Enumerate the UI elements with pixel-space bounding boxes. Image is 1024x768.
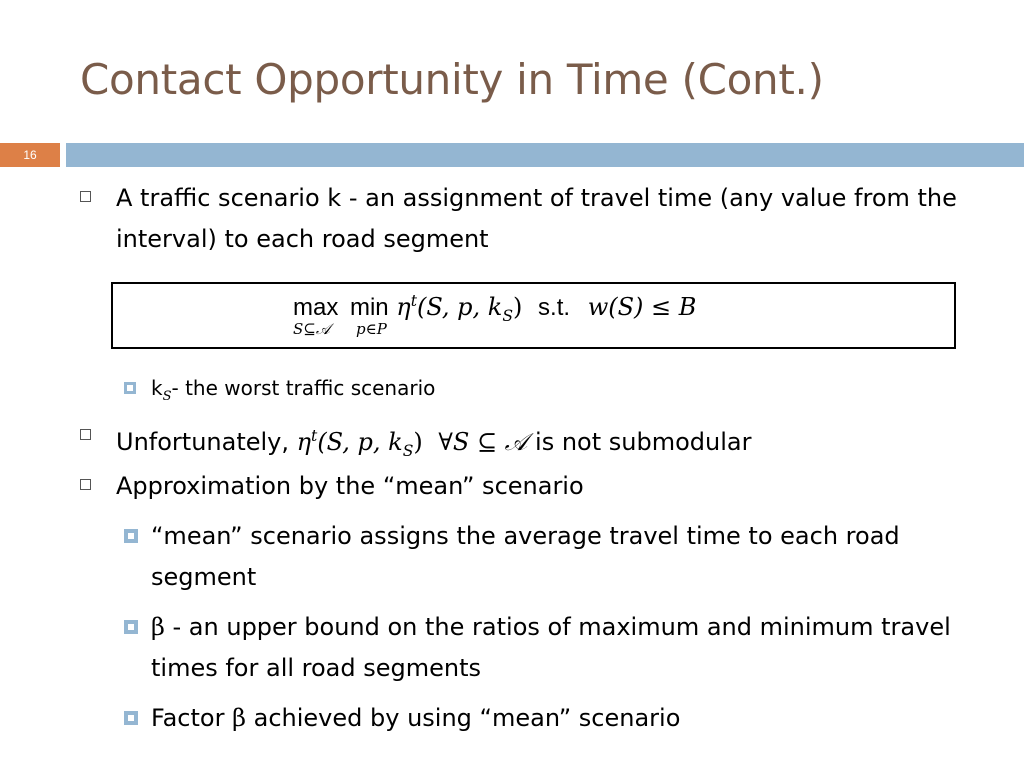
bullet-worst-scenario bbox=[124, 374, 984, 411]
bullet-approximation bbox=[80, 466, 980, 507]
formula-arguments-subscript: S bbox=[502, 306, 514, 325]
bullet-not-submodular bbox=[80, 416, 980, 472]
k-letter: k bbox=[151, 376, 163, 400]
bullet-mean-scenario bbox=[124, 516, 984, 598]
formula-arguments-close: ) bbox=[513, 293, 523, 321]
filled-square-bullet-icon bbox=[124, 620, 138, 634]
k-subscript: S bbox=[162, 389, 172, 404]
bullet-text: - an upper bound on the ratios of maximum and minimum travel times for all road segments bbox=[151, 613, 951, 682]
slide-title: Contact Opportunity in Time (Cont.) bbox=[80, 55, 824, 104]
bullet-traffic-scenario bbox=[80, 178, 980, 260]
formula-arguments: (S, p, k bbox=[416, 293, 503, 321]
constraint: w(S) ≤ B bbox=[587, 293, 697, 321]
bullet-factor-beta bbox=[124, 698, 984, 739]
bullet-lead: Unfortunately, bbox=[116, 428, 289, 456]
bullet-text: A traffic scenario k - an assignment of travel time (any value from the interval) to each road segment bbox=[116, 184, 957, 253]
min-operator: min p∈P bbox=[349, 294, 389, 338]
hollow-square-bullet-icon bbox=[80, 479, 91, 490]
eta-arguments: (S, p, k bbox=[317, 428, 403, 456]
such-that-label: s.t. bbox=[538, 294, 571, 321]
filled-square-bullet-icon bbox=[124, 382, 136, 394]
bullet-tail: achieved by using “mean” scenario bbox=[253, 704, 681, 732]
bullet-lead: Factor bbox=[151, 704, 225, 732]
bullet-tail: is not submodular bbox=[535, 428, 752, 456]
bullet-beta-definition bbox=[124, 607, 984, 689]
eta-arguments-close: ) bbox=[413, 428, 423, 456]
filled-square-bullet-icon bbox=[124, 711, 138, 725]
beta-symbol: β bbox=[232, 704, 246, 732]
beta-symbol: β bbox=[151, 613, 165, 641]
filled-square-bullet-icon bbox=[124, 529, 138, 543]
optimization-formula bbox=[293, 292, 697, 338]
formula-box bbox=[111, 282, 956, 349]
eta-symbol: η bbox=[296, 428, 312, 456]
page-number-badge: 16 bbox=[0, 143, 60, 167]
forall-clause: ∀S ⊆ 𝒜 bbox=[438, 428, 528, 456]
eta-superscript: t bbox=[410, 292, 417, 310]
bullet-text: Approximation by the “mean” scenario bbox=[116, 472, 584, 500]
bullet-text: - the worst traffic scenario bbox=[171, 376, 436, 400]
bullet-text: “mean” scenario assigns the average travel time to each road segment bbox=[151, 522, 900, 591]
header-bar bbox=[66, 143, 1024, 167]
hollow-square-bullet-icon bbox=[80, 191, 91, 202]
eta-superscript: t bbox=[311, 427, 318, 445]
eta-arguments-subscript: S bbox=[402, 441, 414, 460]
eta-symbol: η bbox=[396, 293, 411, 321]
max-operator: max S⊆𝒜 bbox=[293, 294, 339, 338]
hollow-square-bullet-icon bbox=[80, 429, 91, 440]
